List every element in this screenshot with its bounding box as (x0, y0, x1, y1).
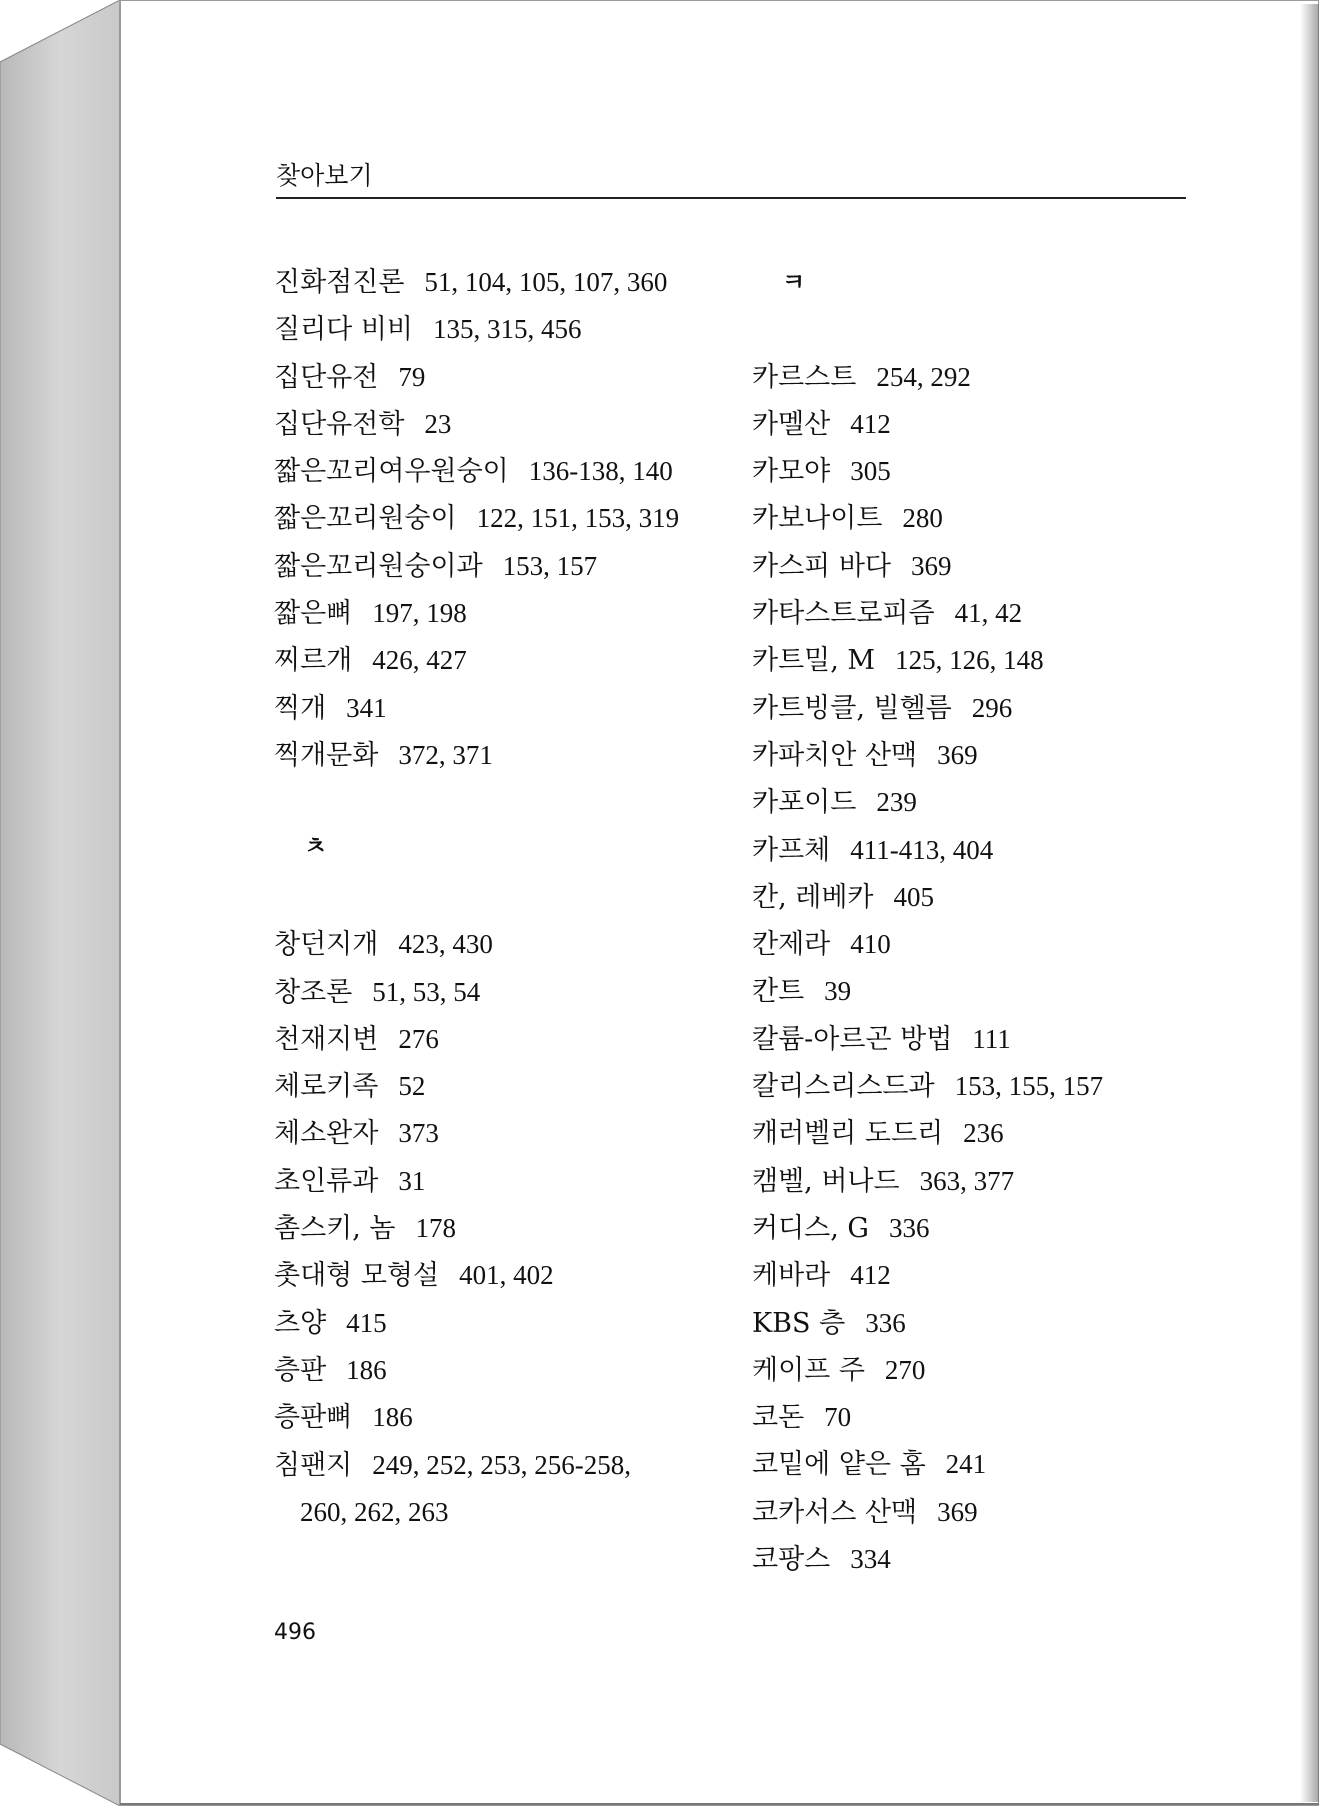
index-entry: 짧은꼬리원숭이과 153, 157 (274, 550, 598, 582)
index-entry: 카트밀, M 125, 126, 148 (752, 645, 1044, 677)
index-entry: 체로키족 52 (274, 1071, 426, 1103)
index-entry: 케바라 412 (752, 1260, 891, 1292)
index-entry: 진화점진론 51, 104, 105, 107, 360 (274, 267, 668, 298)
index-entry: 침팬지 249, 252, 253, 256-258, (274, 1449, 631, 1481)
index-entry: 츠양 415 (274, 1307, 387, 1339)
index-entry-continuation: 260, 262, 263 (300, 1496, 449, 1527)
index-entry: 층판 186 (274, 1354, 387, 1386)
index-entry: 케이프 주 270 (752, 1354, 926, 1386)
section-heading-kieuk: ㅋ (782, 268, 806, 296)
index-entry: 코팡스 334 (752, 1544, 891, 1576)
page-number: 496 (274, 1620, 316, 1645)
index-entry: 카파치안 산맥 369 (752, 739, 978, 771)
index-entry: 찌르개 426, 427 (274, 645, 467, 677)
index-entry: 찍개문화 372, 371 (274, 739, 493, 771)
index-entry: 촛대형 모형설 401, 402 (274, 1260, 554, 1292)
index-entry: 질리다 비비 135, 315, 456 (274, 314, 582, 346)
index-entry: 층판뼈 186 (274, 1402, 413, 1434)
index-entry: 칼륨-아르곤 방법 111 (752, 1023, 1011, 1055)
section-heading-chieut: ㅊ (304, 832, 328, 861)
index-entry: 창조론 51, 53, 54 (274, 976, 481, 1008)
index-entry: 커디스, G 336 (752, 1212, 930, 1244)
index-entry: 칸, 레베카 405 (752, 881, 934, 913)
index-entry: 칼리스리스드과 153, 155, 157 (752, 1071, 1104, 1103)
index-entry: 캠벨, 버나드 363, 377 (752, 1165, 1015, 1197)
index-entry: 코카서스 산맥 369 (752, 1496, 978, 1528)
index-column-right (752, 262, 1182, 1586)
index-entry: 창던지개 423, 430 (274, 929, 493, 961)
index-column-left (274, 262, 744, 1539)
header-rule (276, 197, 1186, 199)
index-entry: 카르스트 254, 292 (752, 361, 971, 393)
index-entry: 캐러벨리 도드리 236 (752, 1118, 1004, 1150)
index-entry: 칸제라 410 (752, 929, 891, 961)
index-entry: KBS 층 336 (752, 1307, 906, 1339)
index-entry: 짧은꼬리여우원숭이 136-138, 140 (274, 456, 673, 488)
index-entry: 짧은뼈 197, 198 (274, 598, 467, 630)
index-entry: 짧은꼬리원숭이 122, 151, 153, 319 (274, 503, 680, 535)
index-entry: 칸트 39 (752, 976, 852, 1008)
index-entry: 찍개 341 (274, 692, 387, 724)
book-spine (0, 0, 120, 1806)
index-entry: 코밑에 얕은 홈 241 (752, 1449, 987, 1481)
index-entry: 집단유전학 23 (274, 408, 452, 440)
index-entry: 체소완자 373 (274, 1118, 439, 1150)
index-entry: 카스피 바다 369 (752, 550, 952, 582)
index-entry: 초인류과 31 (274, 1165, 426, 1197)
page-header-title: 찾아보기 (276, 161, 373, 190)
index-entry: 카멜산 412 (752, 408, 891, 440)
index-entry: 카타스트로피즘 41, 42 (752, 598, 1023, 630)
index-entry: 카보나이트 280 (752, 503, 943, 535)
index-entry: 카모야 305 (752, 456, 891, 488)
index-entry: 코돈 70 (752, 1402, 852, 1434)
index-entry: 카포이드 239 (752, 787, 917, 819)
index-entry: 카프체 411-413, 404 (752, 834, 994, 866)
index-entry: 촘스키, 놈 178 (274, 1213, 456, 1245)
index-entry: 천재지변 276 (274, 1023, 439, 1055)
index-entry: 카트빙클, 빌헬름 296 (752, 692, 1013, 724)
index-entry: 집단유전 79 (274, 361, 426, 393)
